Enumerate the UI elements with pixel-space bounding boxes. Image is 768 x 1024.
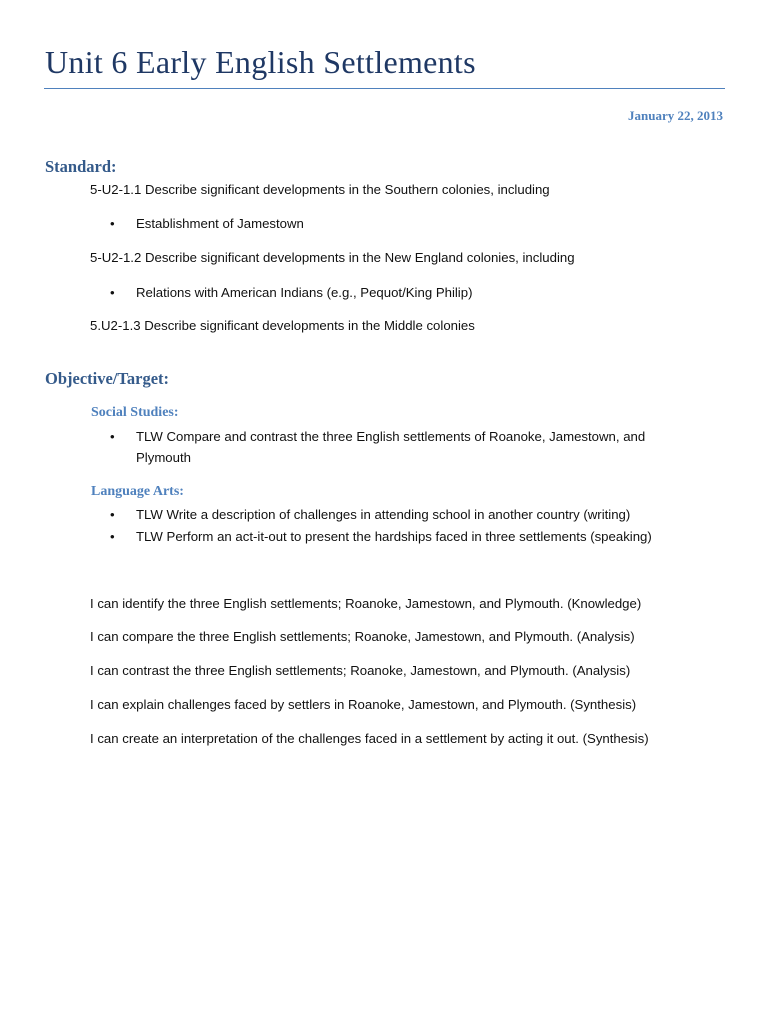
- bullet-glyph: •: [110, 285, 115, 300]
- i-can-statement-5: I can create an interpretation of the challenges faced in a settlement by acting it out. (Synthesis): [90, 731, 649, 746]
- i-can-statement-4: I can explain challenges faced by settlers in Roanoke, Jamestown, and Plymouth. (Synthesis): [90, 697, 637, 712]
- standard-item-1-bullet-text: Establishment of Jamestown: [136, 216, 304, 231]
- bullet-glyph: •: [110, 429, 115, 444]
- i-can-statement-3: I can contrast the three English settlements; Roanoke, Jamestown, and Plymouth. (Analysis): [90, 663, 631, 678]
- objective-heading: Objective/Target:: [45, 369, 170, 388]
- language-arts-objective-2: [110, 526, 740, 547]
- document-date: January 22, 2013: [628, 108, 723, 123]
- standard-item-2-bullet-text: Relations with American Indians (e.g., Pequot/King Philip): [136, 285, 473, 300]
- language-arts-heading: Language Arts:: [91, 484, 184, 499]
- i-can-statement-2: I can compare the three English settlements; Roanoke, Jamestown, and Plymouth. (Analysis): [90, 629, 635, 644]
- standard-item-3: 5.U2-1.3 Describe significant developments in the Middle colonies: [90, 318, 475, 333]
- social-studies-heading: Social Studies:: [91, 405, 179, 420]
- bullet-glyph: •: [110, 529, 115, 544]
- social-studies-objective-text: TLW Compare and contrast the three English settlements of Roanoke, Jamestown, and Plymouth: [136, 429, 646, 465]
- title-underline: [44, 88, 725, 89]
- bullet-glyph: •: [110, 507, 115, 522]
- standard-heading: Standard:: [45, 157, 117, 176]
- page-title: Unit 6 Early English Settlements: [45, 44, 476, 80]
- i-can-statement-1: I can identify the three English settlements; Roanoke, Jamestown, and Plymouth. (Knowledge): [90, 596, 642, 611]
- language-arts-objective-1-text: TLW Write a description of challenges in attending school in another country (writing): [136, 507, 631, 522]
- standard-item-1-bullet: [110, 213, 710, 234]
- standard-item-1: 5-U2-1.1 Describe significant developments in the Southern colonies, including: [90, 182, 550, 197]
- language-arts-objective-1: [110, 504, 740, 525]
- bullet-glyph: •: [110, 216, 115, 231]
- language-arts-objective-2-text: TLW Perform an act-it-out to present the hardships faced in three settlements (speaking): [136, 529, 652, 544]
- standard-item-2-bullet: [110, 282, 710, 303]
- social-studies-objective: [110, 426, 700, 468]
- standard-item-2: 5-U2-1.2 Describe significant developments in the New England colonies, including: [90, 250, 575, 265]
